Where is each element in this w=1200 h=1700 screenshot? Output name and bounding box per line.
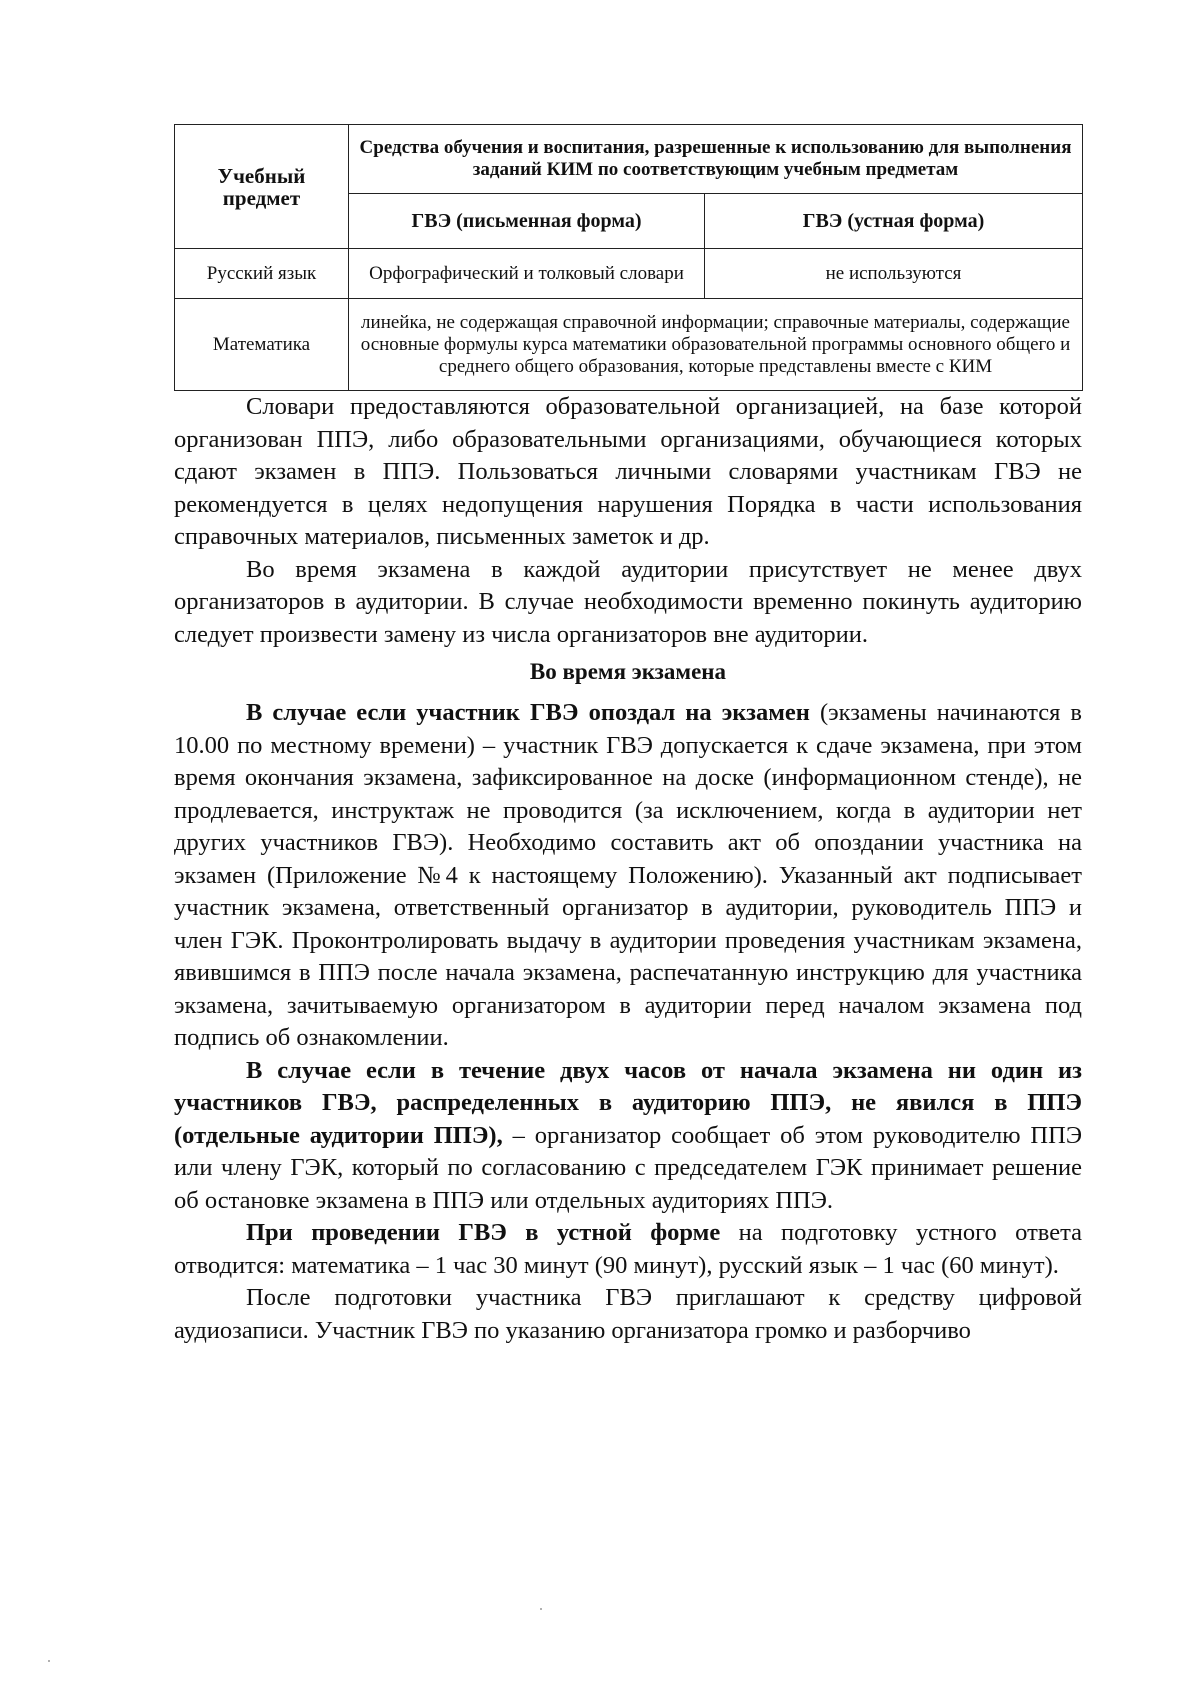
paragraph-no-show	[174, 1055, 1082, 1218]
section-heading: Во время экзамена	[529, 659, 727, 684]
paragraph-audio-recording: После подготовки участника ГВЭ приглашают к средству цифровой аудиозаписи. Участник ГВЭ по указанию организатора громко и разборчиво	[174, 1284, 1082, 1344]
cell-subject: Математика	[175, 299, 349, 391]
header-written-form: ГВЭ (письменная форма)	[349, 194, 705, 249]
spacer	[174, 651, 1082, 655]
header-subject: Учебный предмет	[175, 125, 349, 249]
cell-oral: не используются	[705, 249, 1083, 299]
paragraph-late-arrival	[174, 697, 1082, 1055]
cell-combined: линейка, не содержащая справочной информации; справочные материалы, содержащие основные формулы курса математики образовательной программы основного общего и среднего общего образования, которые представлены вместе с КИМ	[349, 299, 1083, 391]
paragraph-body: на подготовку устного ответа отводится: математика – 1 час 30 минут (90 минут), русский язык – 1 час (60 минут).	[174, 1219, 1082, 1279]
table-row	[175, 299, 1083, 391]
paragraph-oral-form	[174, 1217, 1082, 1282]
cell-subject: Русский язык	[175, 249, 349, 299]
paragraph-body: (экзамены начинаются в 10.00 по местному времени) – участник ГВЭ допускается к сдаче экзамена, при этом время окончания экзамена, зафиксированное на доске (информационном стенде), не продлевается, инструктаж не проводится (за исключением, когда в аудитории нет других участников ГВЭ). Необходимо составить акт об опоздании участника на экзамен (Приложение №4 к настоящему Положению). Указанный акт подписывает участник экзамена, ответственный организатор в аудитории, руководитель ППЭ и член ГЭК. Проконтролировать выдачу в аудитории проведения участникам экзамена, явившимся в ППЭ после начала экзамена, распечатанную инструкцию для участника экзамена, зачитываемую организатором в аудитории перед началом экзамена под подпись об ознакомлении.	[174, 699, 1082, 1051]
allowed-materials-table	[174, 124, 1083, 391]
paragraph-lead-bold: В случае если в течение двух часов от начала экзамена ни один из участников ГВЭ, распределенных в аудиторию ППЭ, не явился в ППЭ (отдельные аудитории ППЭ),	[174, 1056, 1082, 1149]
header-allowed-materials: Средства обучения и воспитания, разрешенные к использованию для выполнения заданий КИМ по соответствующим учебным предметам	[349, 125, 1083, 194]
paragraph-lead-bold: При проведении ГВЭ в устной форме	[246, 1219, 721, 1246]
table-row	[175, 249, 1083, 299]
paragraph-lead-bold: В случае если участник ГВЭ опоздал на экзамен	[246, 699, 810, 726]
scan-speck	[540, 1608, 542, 1610]
paragraph-dictionaries: Словари предоставляются образовательной организацией, на базе которой организован ППЭ, либо образовательными организациями, обучающиеся которых сдают экзамен в ППЭ. Пользоваться личными словарями участникам ГВЭ не рекомендуется в целях недопущения нарушения Порядка в части использования справочных материалов, письменных заметок и др.	[174, 393, 1082, 550]
scan-speck	[48, 1660, 50, 1662]
paragraph-body: – организатор сообщает об этом руководителю ППЭ или члену ГЭК, который по согласованию с председателем ГЭК принимает решение об остановке экзамена в ППЭ или отдельных аудиториях ППЭ.	[174, 1121, 1082, 1214]
paragraph-organizers: Во время экзамена в каждой аудитории присутствует не менее двух организаторов в аудитории. В случае необходимости временно покинуть аудиторию следует произвести замену из числа организаторов вне аудитории.	[174, 555, 1082, 648]
header-oral-form: ГВЭ (устная форма)	[705, 194, 1083, 249]
page-content	[174, 124, 1082, 1347]
cell-written: Орфографический и толковый словари	[349, 249, 705, 299]
